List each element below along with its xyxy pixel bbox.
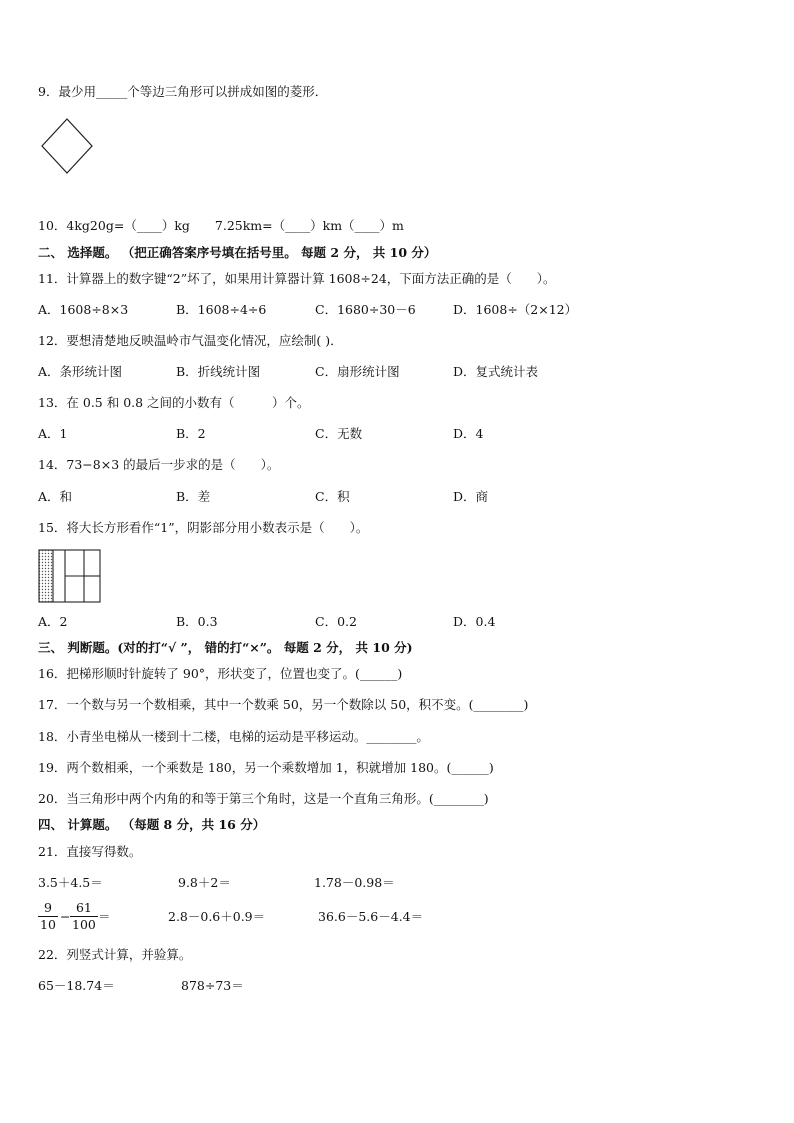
calc-item: 2.8－0.6＋0.9＝	[168, 909, 266, 924]
question-14: 14．73−8×3 的最后一步求的是（ ）。	[38, 457, 280, 472]
question-20: 20．当三角形中两个内角的和等于第三个角时，这是一个直角三角形。(________)	[38, 791, 489, 806]
calc-item: 1.78－0.98＝	[314, 875, 395, 890]
q13-option-c: C．无数	[315, 426, 363, 441]
calc-item: 9.8＋2＝	[178, 875, 231, 890]
question-9: 9．最少用_____个等边三角形可以拼成如图的菱形．	[38, 84, 328, 99]
question-15: 15．将大长方形看作“1”，阴影部分用小数表示是（ ）。	[38, 520, 369, 535]
q15-option-a: A．2	[38, 614, 68, 629]
rhombus-figure	[40, 118, 94, 174]
calc-item: 65－18.74＝	[38, 978, 115, 993]
question-12: 12．要想清楚地反映温岭市气温变化情况，应绘制( )．	[38, 333, 343, 348]
question-11: 11．计算器上的数字键“2”坏了，如果用计算器计算 1608÷24，下面方法正确的是（ ）。	[38, 271, 556, 286]
calc-item: 3.5＋4.5＝	[38, 875, 103, 890]
q13-option-b: B．2	[176, 426, 206, 441]
q14-option-b: B．差	[176, 489, 211, 504]
q12-option-d: D．复式统计表	[453, 364, 539, 379]
question-16: 16．把梯形顺时针旋转了 90°，形状变了，位置也变了。(______)	[38, 666, 403, 681]
q15-option-c: C．0.2	[315, 614, 357, 629]
calc-item: 878÷73＝	[181, 978, 244, 993]
q15-option-d: D．0.4	[453, 614, 496, 629]
question-17: 17．一个数与另一个数相乘，其中一个数乘 50，另一个数除以 50，积不变。(________)	[38, 697, 529, 712]
calc-item: 36.6－5.6－4.4＝	[318, 909, 424, 924]
minus-sign: −	[60, 909, 71, 924]
fraction-nine-tenths	[38, 900, 58, 933]
q12-option-b: B．折线统计图	[176, 364, 261, 379]
q15-option-b: B．0.3	[176, 614, 218, 629]
q11-option-a: A．1608÷8×3	[38, 302, 129, 317]
question-13: 13．在 0.5 和 0.8 之间的小数有（ ）个。	[38, 395, 310, 410]
question-10: 10．4kg20g=（____）kg 7.25km=（____）km（____）m	[38, 218, 404, 233]
equals-sign: ＝	[98, 909, 111, 924]
q11-option-b: B．1608÷4÷6	[176, 302, 267, 317]
q13-option-d: D．4	[453, 426, 484, 441]
q11-option-c: C．1680÷30－6	[315, 302, 416, 317]
q12-option-c: C．扇形统计图	[315, 364, 400, 379]
section-4-title: 四、 计算题。 （每题 8 分，共 16 分）	[38, 817, 266, 832]
q12-option-a: A．条形统计图	[38, 364, 123, 379]
question-22: 22．列竖式计算，并验算。	[38, 947, 192, 962]
fraction-denominator: 100	[72, 917, 96, 932]
q14-option-a: A．和	[38, 489, 73, 504]
rectangle-figure	[38, 549, 102, 603]
question-21: 21．直接写得数。	[38, 844, 142, 859]
section-3-title: 三、 判断题。(对的打“√ ”， 错的打“×”。 每题 2 分， 共 10 分)	[38, 640, 413, 655]
q11-option-d: D．1608÷（2×12）	[453, 302, 578, 317]
question-19: 19．两个数相乘，一个乘数是 180，另一个乘数增加 1，积就增加 180。(______)	[38, 760, 494, 775]
q14-option-c: C．积	[315, 489, 350, 504]
fraction-denominator: 10	[40, 917, 56, 932]
q13-option-a: A．1	[38, 426, 68, 441]
q14-option-d: D．商	[453, 489, 489, 504]
fraction-numerator: 61	[70, 900, 98, 917]
fraction-numerator: 9	[38, 900, 58, 917]
section-2-title: 二、 选择题。 （把正确答案序号填在括号里。 每题 2 分， 共 10 分）	[38, 245, 437, 260]
question-18: 18．小青坐电梯从一楼到十二楼，电梯的运动是平移运动。________。	[38, 729, 429, 744]
fraction-sixty-one-hundredths	[70, 900, 98, 933]
